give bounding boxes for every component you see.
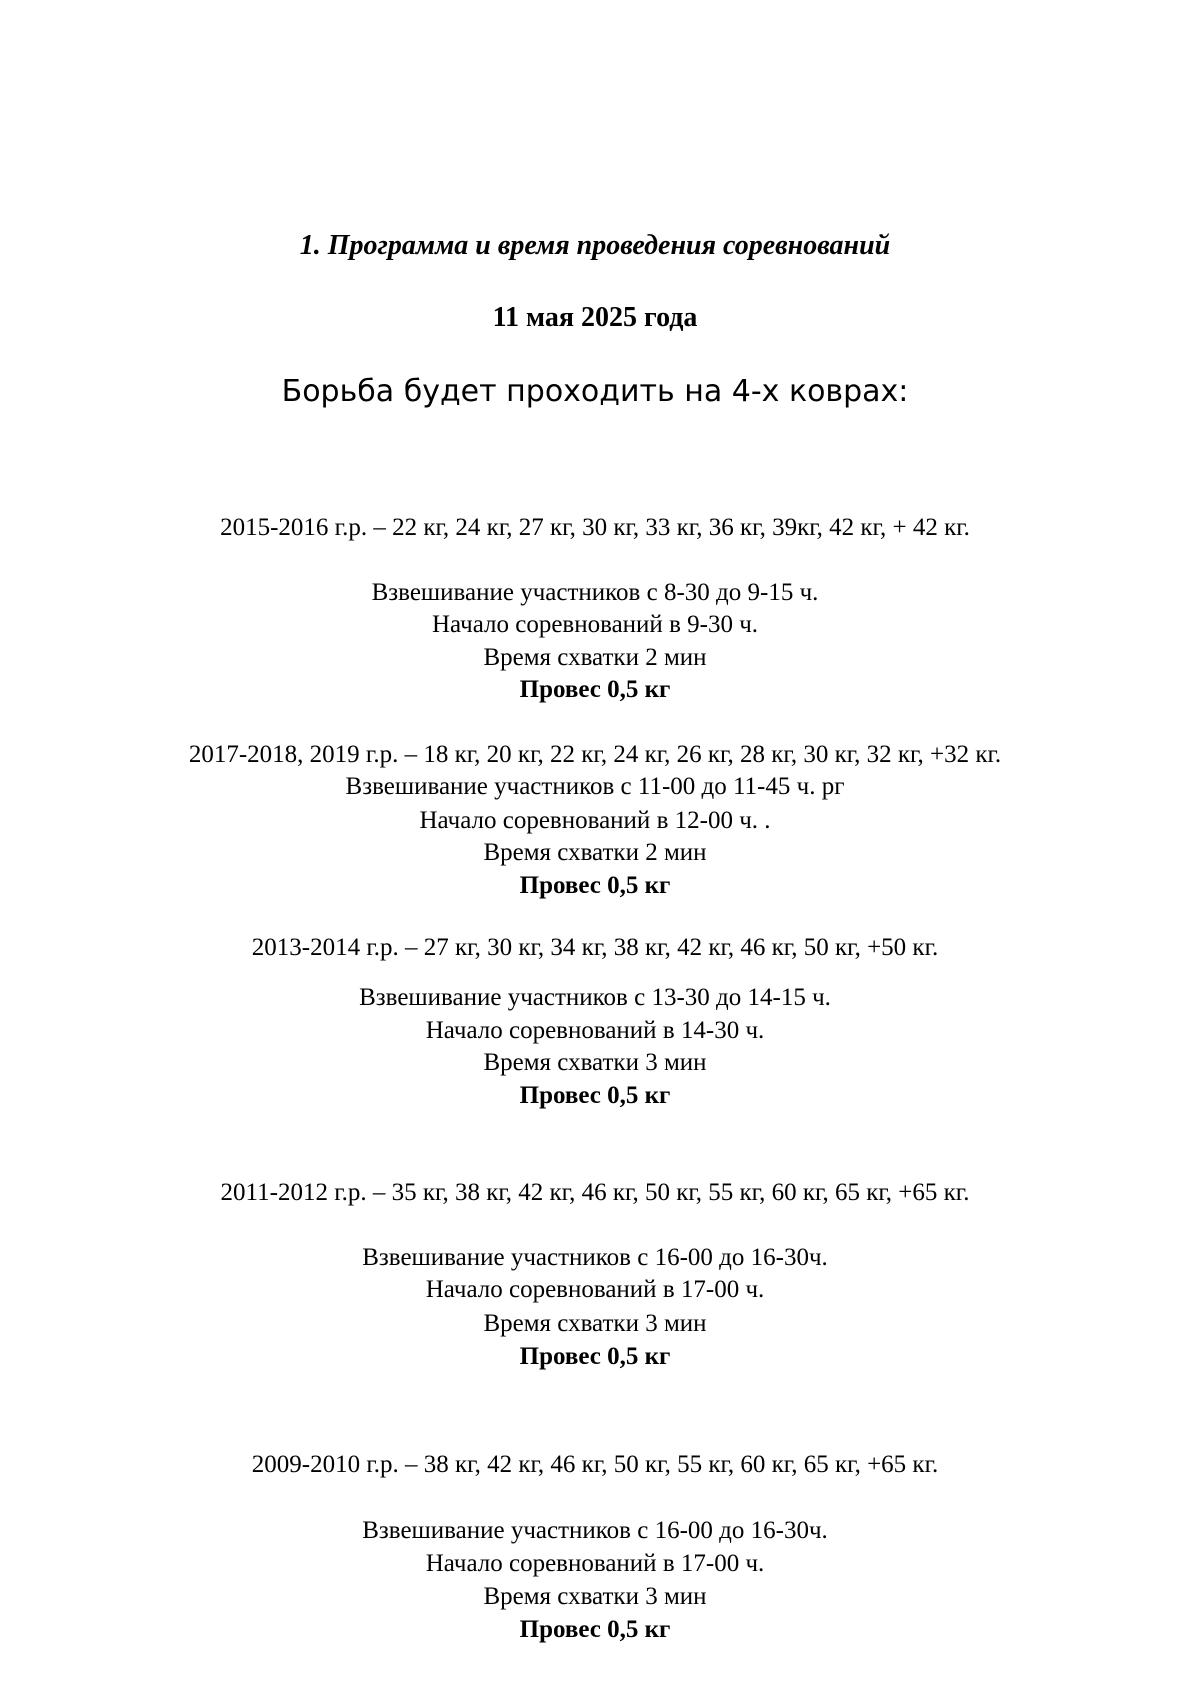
weight-categories: 2015-2016 г.р. – 22 кг, 24 кг, 27 кг, 30 кг, 33 кг, 36 кг, 39кг, 42 кг, + 42 кг. xyxy=(220,514,970,541)
start-time: Начало соревнований в 12-00 ч. . xyxy=(419,807,771,834)
event-date: 11 мая 2025 года xyxy=(492,302,698,333)
weight-allowance: Провес 0,5 кг xyxy=(519,872,671,899)
weight-allowance: Провес 0,5 кг xyxy=(519,1343,671,1370)
weigh-in-time: Взвешивание участников с 8-30 до 9-15 ч. xyxy=(371,579,819,606)
weigh-in-time: Взвешивание участников с 13-30 до 14-15 ч. xyxy=(359,984,831,1011)
start-time: Начало соревнований в 17-00 ч. xyxy=(425,1276,765,1303)
weight-allowance: Провес 0,5 кг xyxy=(519,1082,671,1109)
weight-categories: 2011-2012 г.р. – 35 кг, 38 кг, 42 кг, 46 кг, 50 кг, 55 кг, 60 кг, 65 кг, +65 кг. xyxy=(220,1179,970,1206)
weight-allowance: Провес 0,5 кг xyxy=(519,676,671,703)
mats-note: Борьба будет проходить на 4-х коврах: xyxy=(281,374,909,409)
start-time: Начало соревнований в 14-30 ч. xyxy=(425,1017,765,1044)
section-title: 1. Программа и время проведения соревнований xyxy=(299,230,891,261)
weight-categories: 2017-2018, 2019 г.р. – 18 кг, 20 кг, 22 кг, 24 кг, 26 кг, 28 кг, 30 кг, 32 кг, +32 кг. xyxy=(188,741,1002,768)
weight-allowance: Провес 0,5 кг xyxy=(519,1616,671,1643)
bout-duration: Время схватки 2 мин xyxy=(483,644,707,671)
weigh-in-time: Взвешивание участников с 16-00 до 16-30ч. xyxy=(362,1517,828,1544)
bout-duration: Время схватки 3 мин xyxy=(483,1049,707,1076)
bout-duration: Время схватки 2 мин xyxy=(483,839,707,866)
start-time: Начало соревнований в 17-00 ч. xyxy=(425,1550,765,1577)
bout-duration: Время схватки 3 мин xyxy=(483,1583,707,1610)
weight-categories: 2009-2010 г.р. – 38 кг, 42 кг, 46 кг, 50 кг, 55 кг, 60 кг, 65 кг, +65 кг. xyxy=(251,1451,939,1478)
weigh-in-time: Взвешивание участников с 11-00 до 11-45 ч. рг xyxy=(345,773,845,800)
bout-duration: Время схватки 3 мин xyxy=(483,1310,707,1337)
weight-categories: 2013-2014 г.р. – 27 кг, 30 кг, 34 кг, 38 кг, 42 кг, 46 кг, 50 кг, +50 кг. xyxy=(251,934,939,961)
weigh-in-time: Взвешивание участников с 16-00 до 16-30ч. xyxy=(362,1244,828,1271)
start-time: Начало соревнований в 9-30 ч. xyxy=(431,611,759,638)
